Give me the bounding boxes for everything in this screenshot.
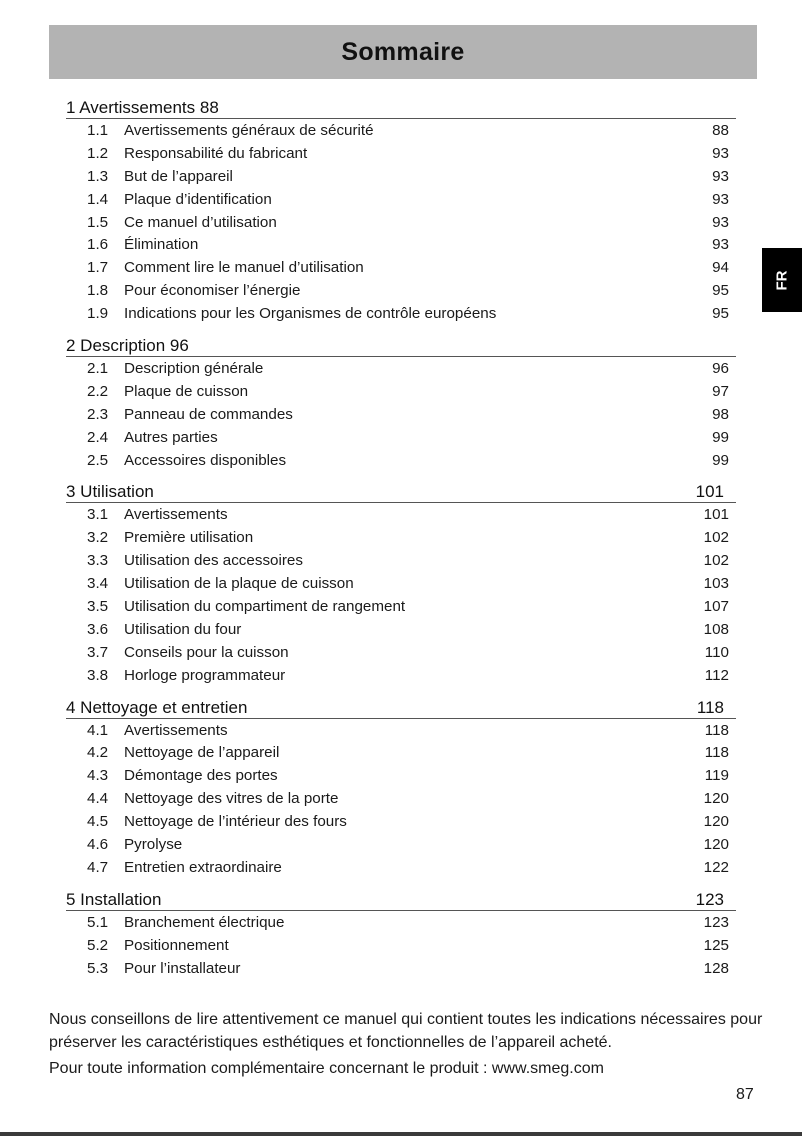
- page-number: 87: [736, 1086, 754, 1103]
- toc-entry-text: [87, 960, 241, 977]
- toc-entry-number: 4.7: [87, 858, 109, 876]
- toc-entry[interactable]: [66, 188, 736, 211]
- toc-entry-number: 1.7: [87, 259, 109, 277]
- toc-entry[interactable]: [66, 595, 736, 618]
- toc-entry-page: 108: [703, 620, 729, 638]
- toc-entry[interactable]: [66, 911, 736, 934]
- toc-entry-page: 103: [703, 575, 729, 593]
- toc-entry-page: 95: [712, 282, 729, 300]
- toc-entry-page: 119: [704, 767, 729, 785]
- toc-entry-text: [87, 122, 374, 139]
- toc-entry-page: 110: [704, 643, 729, 661]
- toc-entry-number: 1.2: [87, 144, 109, 162]
- toc-entry-text: [87, 145, 307, 162]
- toc-entry[interactable]: [66, 741, 736, 764]
- page-title-bar: [49, 25, 757, 79]
- toc-entry-label: Autres parties: [124, 428, 218, 446]
- toc-entry-text: [87, 598, 405, 615]
- toc-entry-number: 3.6: [87, 620, 109, 638]
- page-title: Sommaire: [341, 37, 465, 66]
- table-of-contents: [66, 92, 736, 985]
- toc-entry-number: 2.2: [87, 382, 109, 400]
- toc-entry-number: 2.4: [87, 428, 109, 446]
- toc-entry-number: 4.5: [87, 813, 109, 831]
- toc-entry-page: 120: [703, 813, 729, 831]
- toc-entry-text: [87, 191, 272, 208]
- toc-entry-label: Utilisation de la plaque de cuisson: [124, 575, 354, 593]
- footer-paragraph-1: Nous conseillons de lire attentivement ce manuel qui contient toutes les indications nécessaires pour préserver les caractéristiques esthétiques et fonctionnelles de l’appareil acheté.: [49, 1011, 763, 1051]
- toc-entry-text: [87, 667, 285, 684]
- toc-entry[interactable]: [66, 549, 736, 572]
- toc-entry[interactable]: [66, 380, 736, 403]
- toc-entry-label: Utilisation du four: [124, 620, 242, 638]
- toc-entry-label: Pour l’installateur: [124, 959, 241, 977]
- toc-entry-page: 128: [703, 959, 729, 977]
- toc-entry[interactable]: [66, 357, 736, 380]
- toc-entry-number: 4.6: [87, 835, 109, 853]
- toc-entry-label: Élimination: [124, 236, 199, 254]
- toc-entry-label: Première utilisation: [124, 529, 254, 547]
- toc-entry-label: Utilisation du compartiment de rangement: [124, 597, 406, 615]
- toc-entry-text: [87, 836, 182, 853]
- toc-entry[interactable]: [66, 426, 736, 449]
- toc-entry-text: [87, 383, 248, 400]
- toc-entry-label: Panneau de commandes: [124, 405, 293, 423]
- toc-entry-text: [87, 529, 253, 546]
- toc-section-heading[interactable]: [66, 330, 736, 357]
- toc-entry-text: [87, 744, 279, 761]
- toc-entry-number: 5.1: [87, 913, 109, 931]
- toc-entry-number: 3.3: [87, 552, 109, 570]
- toc-entry-text: [87, 506, 228, 523]
- toc-entry-number: 4.1: [87, 721, 109, 739]
- toc-entry-text: [87, 575, 354, 592]
- toc-entry-label: Démontage des portes: [124, 767, 278, 785]
- section-title: 5 Installation: [66, 889, 162, 909]
- toc-entry-text: [87, 168, 233, 185]
- toc-entry-page: 96: [712, 359, 729, 377]
- toc-entry-page: 107: [703, 597, 729, 615]
- toc-entry-number: 2.3: [87, 405, 109, 423]
- toc-entry-label: Branchement électrique: [124, 913, 285, 931]
- section-title: 3 Utilisation: [66, 482, 154, 502]
- toc-entry-label: Avertissements généraux de sécurité: [124, 121, 374, 139]
- toc-section: [66, 884, 736, 980]
- toc-entry-number: 4.3: [87, 767, 109, 785]
- toc-entry-number: 1.9: [87, 305, 109, 323]
- toc-entry[interactable]: [66, 119, 736, 142]
- toc-entry-text: [87, 621, 241, 638]
- toc-entry-text: [87, 914, 284, 931]
- toc-entry[interactable]: [66, 449, 736, 472]
- toc-entry-label: Comment lire le manuel d’utilisation: [124, 259, 364, 277]
- toc-entry[interactable]: [66, 934, 736, 957]
- toc-entry-text: [87, 552, 303, 569]
- toc-entry-page: 93: [712, 190, 729, 208]
- toc-entry-number: 5.2: [87, 936, 109, 954]
- toc-entry-page: 120: [703, 790, 729, 808]
- toc-entry-text: [87, 282, 300, 299]
- toc-entry-number: 4.4: [87, 790, 109, 808]
- toc-entry-page: 97: [712, 382, 729, 400]
- toc-entry-label: Nettoyage des vitres de la porte: [124, 790, 339, 808]
- toc-entry[interactable]: [66, 957, 736, 980]
- toc-entry-label: Utilisation des accessoires: [124, 552, 303, 570]
- toc-entry[interactable]: [66, 302, 736, 325]
- toc-entry-page: 98: [712, 405, 729, 423]
- toc-entry-text: [87, 360, 263, 377]
- language-tab: [762, 248, 802, 312]
- toc-entry-page: 122: [703, 858, 729, 876]
- toc-entry[interactable]: [66, 256, 736, 279]
- toc-entry[interactable]: [66, 165, 736, 188]
- toc-entry-page: 93: [712, 236, 729, 254]
- toc-entry-text: [87, 259, 364, 276]
- toc-entry[interactable]: [66, 833, 736, 856]
- toc-entry[interactable]: [66, 503, 736, 526]
- toc-entry-label: Responsabilité du fabricant: [124, 144, 308, 162]
- toc-entry-label: Nettoyage de l’intérieur des fours: [124, 813, 347, 831]
- toc-entry-page: 120: [703, 835, 729, 853]
- toc-entry[interactable]: [66, 856, 736, 879]
- toc-section: [66, 476, 736, 686]
- toc-entry-number: 3.4: [87, 575, 109, 593]
- toc-entry-label: Pour économiser l’énergie: [124, 282, 301, 300]
- toc-entry-label: Accessoires disponibles: [124, 451, 287, 469]
- toc-section-heading[interactable]: [66, 884, 736, 911]
- toc-entry-text: [87, 214, 277, 231]
- toc-entry-label: Ce manuel d’utilisation: [124, 213, 277, 231]
- toc-entry-label: Pyrolyse: [124, 835, 183, 853]
- toc-entry-label: Avertissements: [124, 506, 228, 524]
- toc-entry-label: Plaque d’identification: [124, 190, 272, 208]
- toc-entry-page: 102: [703, 529, 729, 547]
- toc-entry-page: 99: [712, 451, 729, 469]
- toc-section-heading[interactable]: [66, 692, 736, 719]
- toc-entry-page: 95: [712, 305, 729, 323]
- section-page: 123: [695, 889, 724, 909]
- toc-entry-text: [87, 859, 282, 876]
- toc-entry-text: [87, 722, 228, 739]
- toc-entry-page: 99: [712, 428, 729, 446]
- toc-entry-text: [87, 429, 218, 446]
- footer-paragraph-2: Pour toute information complémentaire concernant le produit : www.smeg.com: [49, 1060, 604, 1077]
- toc-entry[interactable]: [66, 719, 736, 742]
- toc-entry-text: [87, 644, 289, 661]
- toc-entry-number: 1.5: [87, 213, 109, 231]
- toc-entry-number: 3.1: [87, 506, 109, 524]
- toc-entry-number: 3.7: [87, 643, 109, 661]
- toc-entry-page: 94: [712, 259, 729, 277]
- toc-entry-label: Nettoyage de l’appareil: [124, 744, 280, 762]
- toc-section: [66, 692, 736, 879]
- section-title: 4 Nettoyage et entretien: [66, 697, 248, 717]
- toc-entry-page: 102: [703, 552, 729, 570]
- section-title: 1 Avertissements 88: [66, 98, 219, 117]
- toc-entry[interactable]: [66, 211, 736, 234]
- toc-entry-label: Entretien extraordinaire: [124, 858, 282, 876]
- toc-entry-label: Positionnement: [124, 936, 229, 954]
- toc-entry[interactable]: [66, 279, 736, 302]
- toc-entry-text: [87, 813, 347, 830]
- toc-entry-label: Conseils pour la cuisson: [124, 643, 289, 661]
- section-page: 101: [695, 482, 724, 502]
- toc-entry-page: 93: [712, 167, 729, 185]
- toc-entry-number: 1.3: [87, 167, 109, 185]
- toc-entry-text: [87, 305, 496, 322]
- toc-entry-page: 118: [704, 721, 729, 739]
- toc-entry[interactable]: [66, 764, 736, 787]
- toc-entry-number: 3.8: [87, 666, 109, 684]
- toc-entry-text: [87, 767, 278, 784]
- toc-entry-label: Indications pour les Organismes de contrôle européens: [124, 305, 497, 323]
- toc-entry-label: Horloge programmateur: [124, 666, 286, 684]
- toc-entry-page: 118: [704, 744, 729, 762]
- toc-entry-number: 1.8: [87, 282, 109, 300]
- toc-entry-number: 1.1: [87, 121, 109, 139]
- toc-entry[interactable]: [66, 526, 736, 549]
- bottom-rule: [0, 1132, 802, 1136]
- toc-entry-text: [87, 452, 286, 469]
- toc-entry-page: 93: [712, 213, 729, 231]
- toc-entry[interactable]: [66, 810, 736, 833]
- toc-entry-text: [87, 937, 229, 954]
- toc-entry-page: 112: [704, 666, 729, 684]
- toc-entry[interactable]: [66, 233, 736, 256]
- toc-entry-number: 3.2: [87, 529, 109, 547]
- toc-entry-number: 3.5: [87, 597, 109, 615]
- toc-entry-number: 1.6: [87, 236, 109, 254]
- toc-entry-label: Plaque de cuisson: [124, 382, 249, 400]
- toc-entry-label: Description générale: [124, 359, 264, 377]
- toc-entry-number: 5.3: [87, 959, 109, 977]
- toc-section: [66, 330, 736, 471]
- toc-entry[interactable]: [66, 403, 736, 426]
- section-title: 2 Description 96: [66, 336, 189, 356]
- toc-entry-number: 1.4: [87, 190, 109, 208]
- toc-entry[interactable]: [66, 641, 736, 664]
- toc-entry-page: 88: [712, 121, 729, 139]
- toc-entry-label: Avertissements: [124, 721, 228, 739]
- toc-entry[interactable]: [66, 787, 736, 810]
- toc-section: [66, 92, 736, 325]
- section-page: 118: [696, 697, 724, 717]
- toc-entry-number: 2.1: [87, 359, 109, 377]
- toc-entry-page: 93: [712, 144, 729, 162]
- toc-entry-number: 4.2: [87, 744, 109, 762]
- toc-entry-page: 101: [703, 506, 729, 524]
- toc-entry[interactable]: [66, 142, 736, 165]
- toc-entry-page: 123: [703, 913, 729, 931]
- toc-entry[interactable]: [66, 664, 736, 687]
- toc-section-heading[interactable]: [66, 92, 736, 119]
- toc-entry-text: [87, 236, 198, 253]
- toc-entry-label: But de l’appareil: [124, 167, 233, 185]
- toc-entry-number: 2.5: [87, 451, 109, 469]
- toc-entry-page: 125: [703, 936, 729, 954]
- toc-entry-text: [87, 790, 338, 807]
- toc-entry[interactable]: [66, 572, 736, 595]
- footer-text: [49, 1008, 769, 1080]
- toc-entry-text: [87, 406, 293, 423]
- language-tab-label: FR: [773, 270, 791, 290]
- toc-section-heading[interactable]: [66, 476, 736, 503]
- toc-entry[interactable]: [66, 618, 736, 641]
